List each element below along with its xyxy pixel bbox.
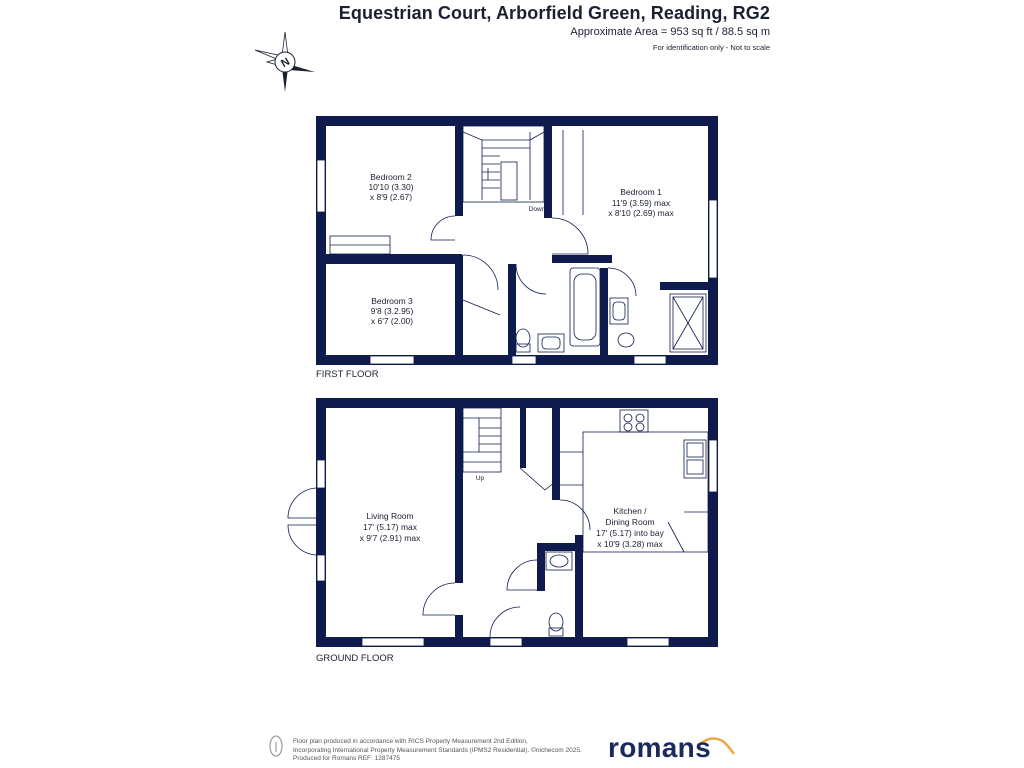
first-floor-label: FIRST FLOOR <box>316 369 379 380</box>
svg-text:17' (5.17) max: 17' (5.17) max <box>362 522 418 532</box>
svg-text:x 8'10 (2.69) max: x 8'10 (2.69) max <box>608 208 674 218</box>
compass-north-letter: N <box>279 55 292 71</box>
svg-text:11'9 (3.59) max: 11'9 (3.59) max <box>611 198 671 208</box>
living-room-label <box>360 511 421 543</box>
ground-floor-plan <box>288 398 718 664</box>
svg-text:Bedroom 1: Bedroom 1 <box>620 187 662 197</box>
brand-logo: romans <box>608 732 711 763</box>
svg-text:Kitchen /: Kitchen / <box>613 506 647 516</box>
svg-text:Living Room: Living Room <box>366 511 414 521</box>
property-title: Equestrian Court, Arborfield Green, Reading, RG2 <box>338 3 770 23</box>
svg-text:Bedroom 3: Bedroom 3 <box>371 296 413 306</box>
svg-text:Bedroom 2: Bedroom 2 <box>370 172 412 182</box>
bedroom-2-label <box>368 172 413 202</box>
approximate-area: Approximate Area = 953 sq ft / 88.5 sq m <box>570 26 770 38</box>
svg-text:x 8'9 (2.67): x 8'9 (2.67) <box>369 192 413 202</box>
stairs-up-label: Up <box>475 475 485 482</box>
stairs-down-label: Down <box>528 206 546 213</box>
info-icon <box>270 736 282 756</box>
first-floor-plan <box>316 116 718 380</box>
bedroom-3-label <box>371 296 414 326</box>
svg-text:9'8 (3.2.95): 9'8 (3.2.95) <box>370 306 414 316</box>
footer-note: Floor plan produced in accordance with RICS Property Measurement 2nd Edition, Incorporating International Property Measurement Standards (IPMS2 Residential). ©nichecom 2025. Produced for Romans REF: 1287475 <box>293 738 582 762</box>
bedroom-1-label <box>608 187 674 218</box>
svg-text:x 10'9 (3.28) max: x 10'9 (3.28) max <box>597 539 663 549</box>
ground-floor-label: GROUND FLOOR <box>316 653 394 664</box>
svg-text:17' (5.17) into bay: 17' (5.17) into bay <box>596 528 664 538</box>
svg-text:10'10 (3.30): 10'10 (3.30) <box>368 182 414 192</box>
svg-text:x 6'7 (2.00): x 6'7 (2.00) <box>370 316 414 326</box>
kitchen-dining-label <box>596 506 665 549</box>
svg-text:x 9'7 (2.91) max: x 9'7 (2.91) max <box>359 533 421 543</box>
compass-icon <box>255 32 315 92</box>
svg-text:Dining Room: Dining Room <box>605 517 655 527</box>
identification-note: For identification only - Not to scale <box>652 43 770 52</box>
